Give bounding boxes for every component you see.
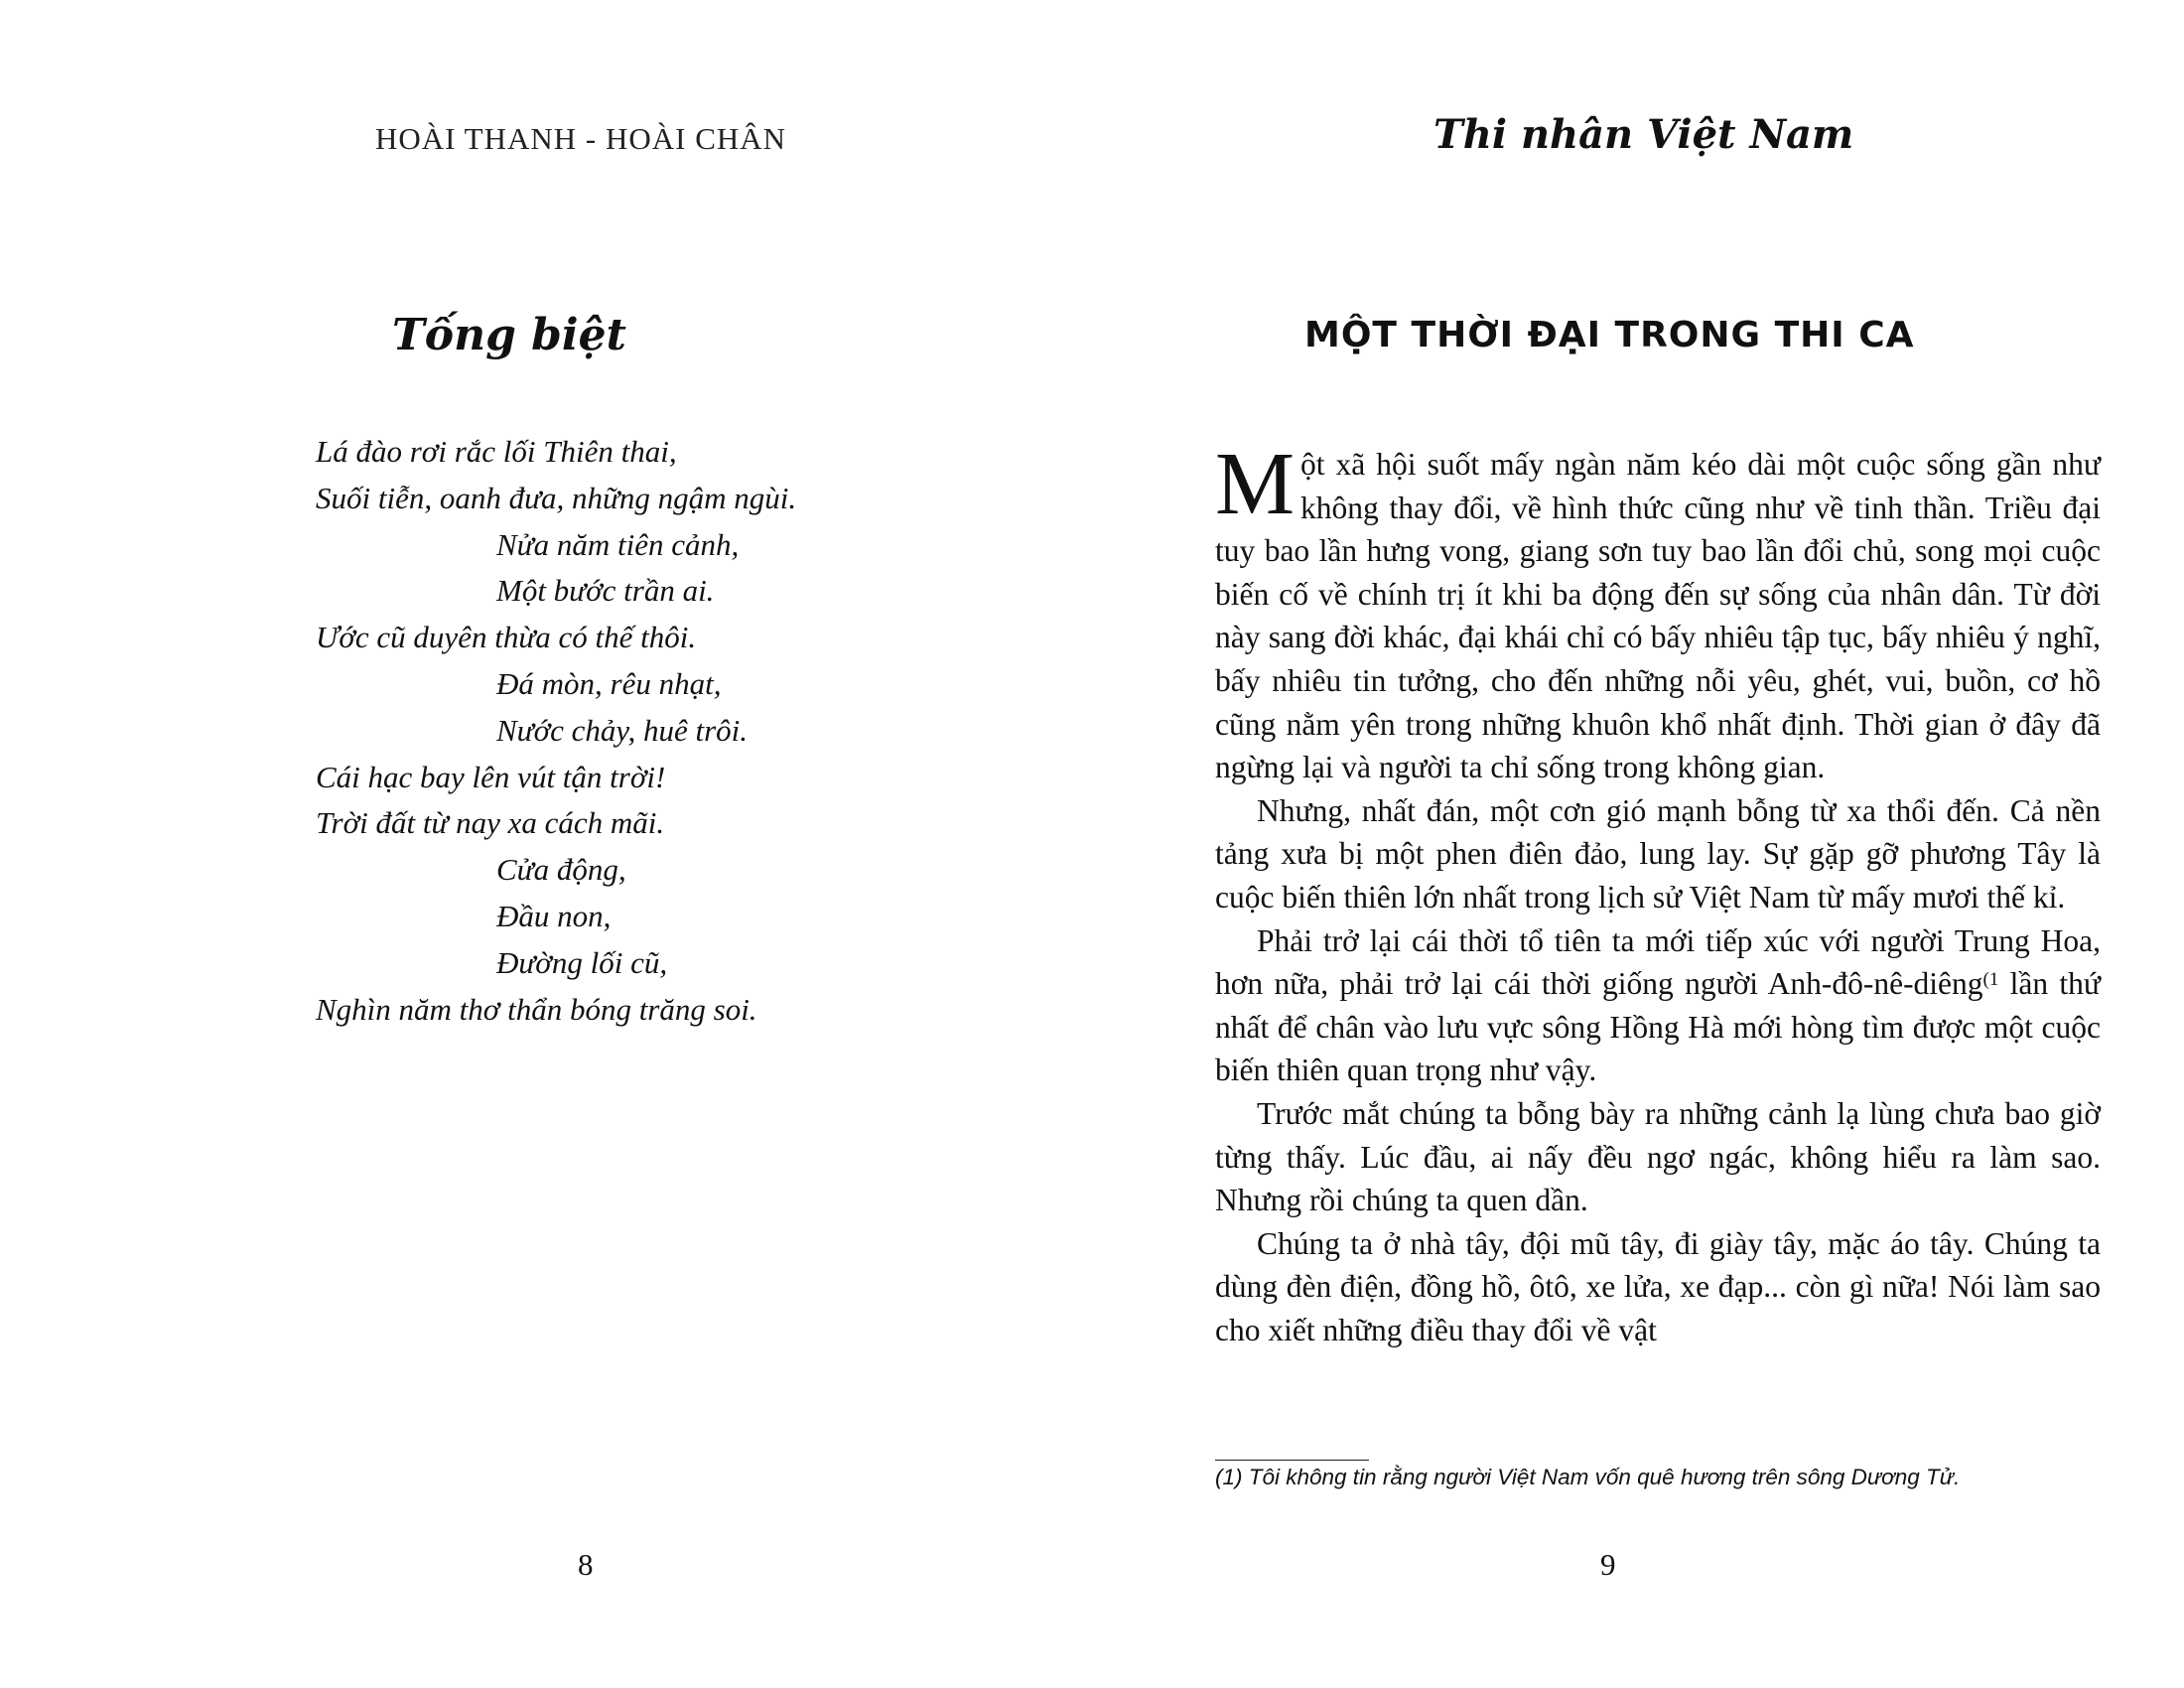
- page-number-right: 9: [1600, 1547, 1616, 1582]
- poem-line: Ước cũ duyên thừa có thế thôi.: [316, 620, 697, 655]
- paragraph-text: ột xã hội suốt mấy ngàn năm kéo dài một cuộc sống gần như không thay đổi, về hình thức cũng như về tinh thần. Triều đại tuy bao lần hưng vong, giang sơn tuy bao lần đổi chủ, song mọi cuộc biến cố về chính trị ít khi ba động đến sự sống của nhân dân. Từ đời này sang đời khác, đại khái chỉ có bấy nhiêu tập tục, bấy nhiêu ý nghĩ, bấy nhiêu tin tưởng, cho đến những nỗi yêu, ghét, vui, buồn, cơ hồ cũng nằm yên trong những khuôn khổ nhất định. Thời gian ở đây đã ngừng lại và người ta chỉ sống trong không gian.: [1215, 447, 2101, 785]
- paragraph: Chúng ta ở nhà tây, đội mũ tây, đi giày tây, mặc áo tây. Chúng ta dùng đèn điện, đồng hồ, ôtô, xe lửa, xe đạp... còn gì nữa! Nói làm sao cho xiết những điều thay đổi về vật: [1215, 1225, 2101, 1347]
- poem-line: Đầu non,: [496, 898, 612, 933]
- body-text: [1215, 435, 2101, 1351]
- running-head-book-title: Thi nhân Việt Nam: [1433, 111, 1854, 158]
- poem-line: Cái hạc bay lên vút tận trời!: [316, 759, 666, 794]
- paragraph-text: lần thứ nhất để chân vào lưu vực sông Hồng Hà mới hòng tìm được một cuộc biến thiên quan trọng như vậy.: [1215, 966, 2101, 1088]
- poem-title: Tống biệt: [392, 310, 626, 360]
- poem-line: Nửa năm tiên cảnh,: [496, 526, 740, 562]
- footnote-rule: [1215, 1460, 1369, 1461]
- paragraph: [1215, 435, 2101, 789]
- poem-line: Đá mòn, rêu nhạt,: [496, 665, 722, 701]
- running-head-author: HOÀI THANH - HOÀI CHÂN: [375, 121, 787, 156]
- paragraph: Trước mắt chúng ta bỗng bày ra những cảnh lạ lùng chưa bao giờ từng thấy. Lúc đầu, ai nấy đều ngơ ngác, không hiểu ra làm sao. Nhưng rồi chúng ta quen dần.: [1215, 1095, 2101, 1218]
- footnote: (1) Tôi không tin rằng người Việt Nam vốn quê hương trên sông Dương Tử.: [1215, 1465, 1961, 1489]
- paragraph: Nhưng, nhất đán, một cơn gió mạnh bỗng từ xa thổi đến. Cả nền tảng xưa bị một phen điên đảo, lung lay. Sự gặp gỡ phương Tây là cuộc biến thiên lớn nhất trong lịch sử Việt Nam từ mấy mươi thế kỉ.: [1215, 792, 2101, 914]
- poem-line: Đường lối cũ,: [496, 944, 668, 980]
- poem-line: Một bước trần ai.: [496, 573, 715, 609]
- paragraph-text: Phải trở lại cái thời tổ tiên ta mới tiếp xúc với người Trung Hoa, hơn nữa, phải trở lại cái thời giống người Anh-đô-nê-diêng: [1215, 922, 2101, 1002]
- right-page: [1092, 0, 2184, 1688]
- poem-line: Suối tiễn, oanh đưa, những ngậm ngùi.: [316, 480, 797, 515]
- poem-body: [316, 429, 1030, 1033]
- poem-line: Nước chảy, huê trôi.: [496, 712, 748, 748]
- chapter-title: MỘT THỜI ĐẠI TRONG THI CA: [1304, 315, 1915, 355]
- poem-line: Lá đào rơi rắc lối Thiên thai,: [316, 434, 677, 469]
- poem-line: Cửa động,: [496, 852, 626, 888]
- poem-line: Nghìn năm thơ thẩn bóng trăng soi.: [316, 991, 757, 1027]
- footnote-marker: (1: [1982, 969, 1999, 991]
- poem-line: Trời đất từ nay xa cách mãi.: [316, 805, 665, 841]
- drop-cap: M: [1215, 435, 1296, 533]
- page-number-left: 8: [578, 1547, 594, 1582]
- paragraph: [1215, 919, 2101, 1092]
